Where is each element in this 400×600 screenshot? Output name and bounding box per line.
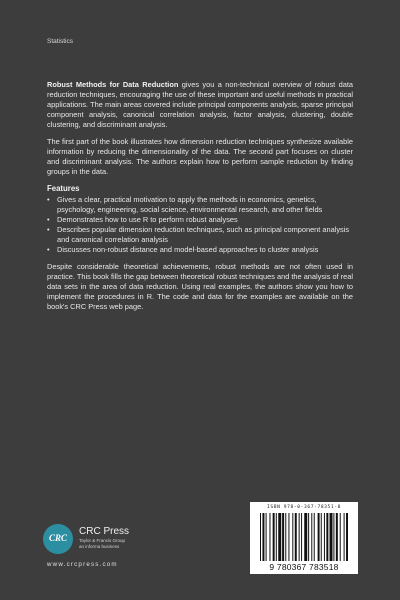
barcode [250, 502, 358, 574]
barcode-bars [260, 513, 348, 561]
publisher-subtitle [79, 538, 125, 549]
feature-item: • Gives a clear, practical motivation to apply the methods in economics, genetics, psychology, engineering, social science, environmental research, and other fields [47, 195, 353, 215]
feature-item: • Discusses non-robust distance and model-based approaches to cluster analysis [47, 245, 353, 255]
intro-paragraph [47, 80, 353, 130]
crc-logo-text: CRC [48, 533, 67, 543]
publisher-logo [43, 524, 143, 554]
book-title: Robust Methods for Data Reduction [47, 80, 179, 89]
publisher-group: Taylor & Francis Group [79, 538, 126, 543]
features-heading: Features [47, 184, 80, 193]
publisher-website: www.crcpress.com [47, 561, 118, 568]
crc-logo-icon [43, 524, 73, 554]
publisher-tagline: an informa business [79, 543, 120, 549]
features-list [47, 195, 353, 255]
paragraph-3: Despite considerable theoretical achievements, robust methods are not often used in practice. This book fills the gap between theoretical robust techniques and the analysis of real data sets in the area of data reduction. Using real examples, the authors show you how to implement the procedures in R. The code and data for the examples are available on the book's CRC Press web page. [47, 262, 353, 311]
category-label: Statistics [47, 38, 74, 45]
isbn-label: ISBN 978-0-367-78351-8 [266, 505, 342, 510]
paragraph-2: The first part of the book illustrates how dimension reduction techniques synthesize available information by reducing the dimensionality of the data. The second part focuses on cluster and discriminant analysis. The authors explain how to perform sample reduction by finding groups in the data. [47, 137, 353, 176]
isbn-number: 9 780367 783518 [269, 562, 339, 572]
feature-item: • Describes popular dimension reduction techniques, such as principal component analysis and canonical correlation analysis [47, 225, 353, 245]
description [47, 80, 353, 319]
feature-item: • Demonstrates how to use R to perform robust analyses [47, 215, 353, 225]
publisher-name: CRC Press [79, 526, 130, 537]
intro-text: gives you a non-technical overview of robust data reduction techniques, encouraging the use of these important and useful methods in practical applications. The main areas covered include principal components analysis, sparse principal component analysis, canonical correlation analysis, factor analysis, clustering, double clustering, and discriminant analysis. [47, 80, 353, 129]
